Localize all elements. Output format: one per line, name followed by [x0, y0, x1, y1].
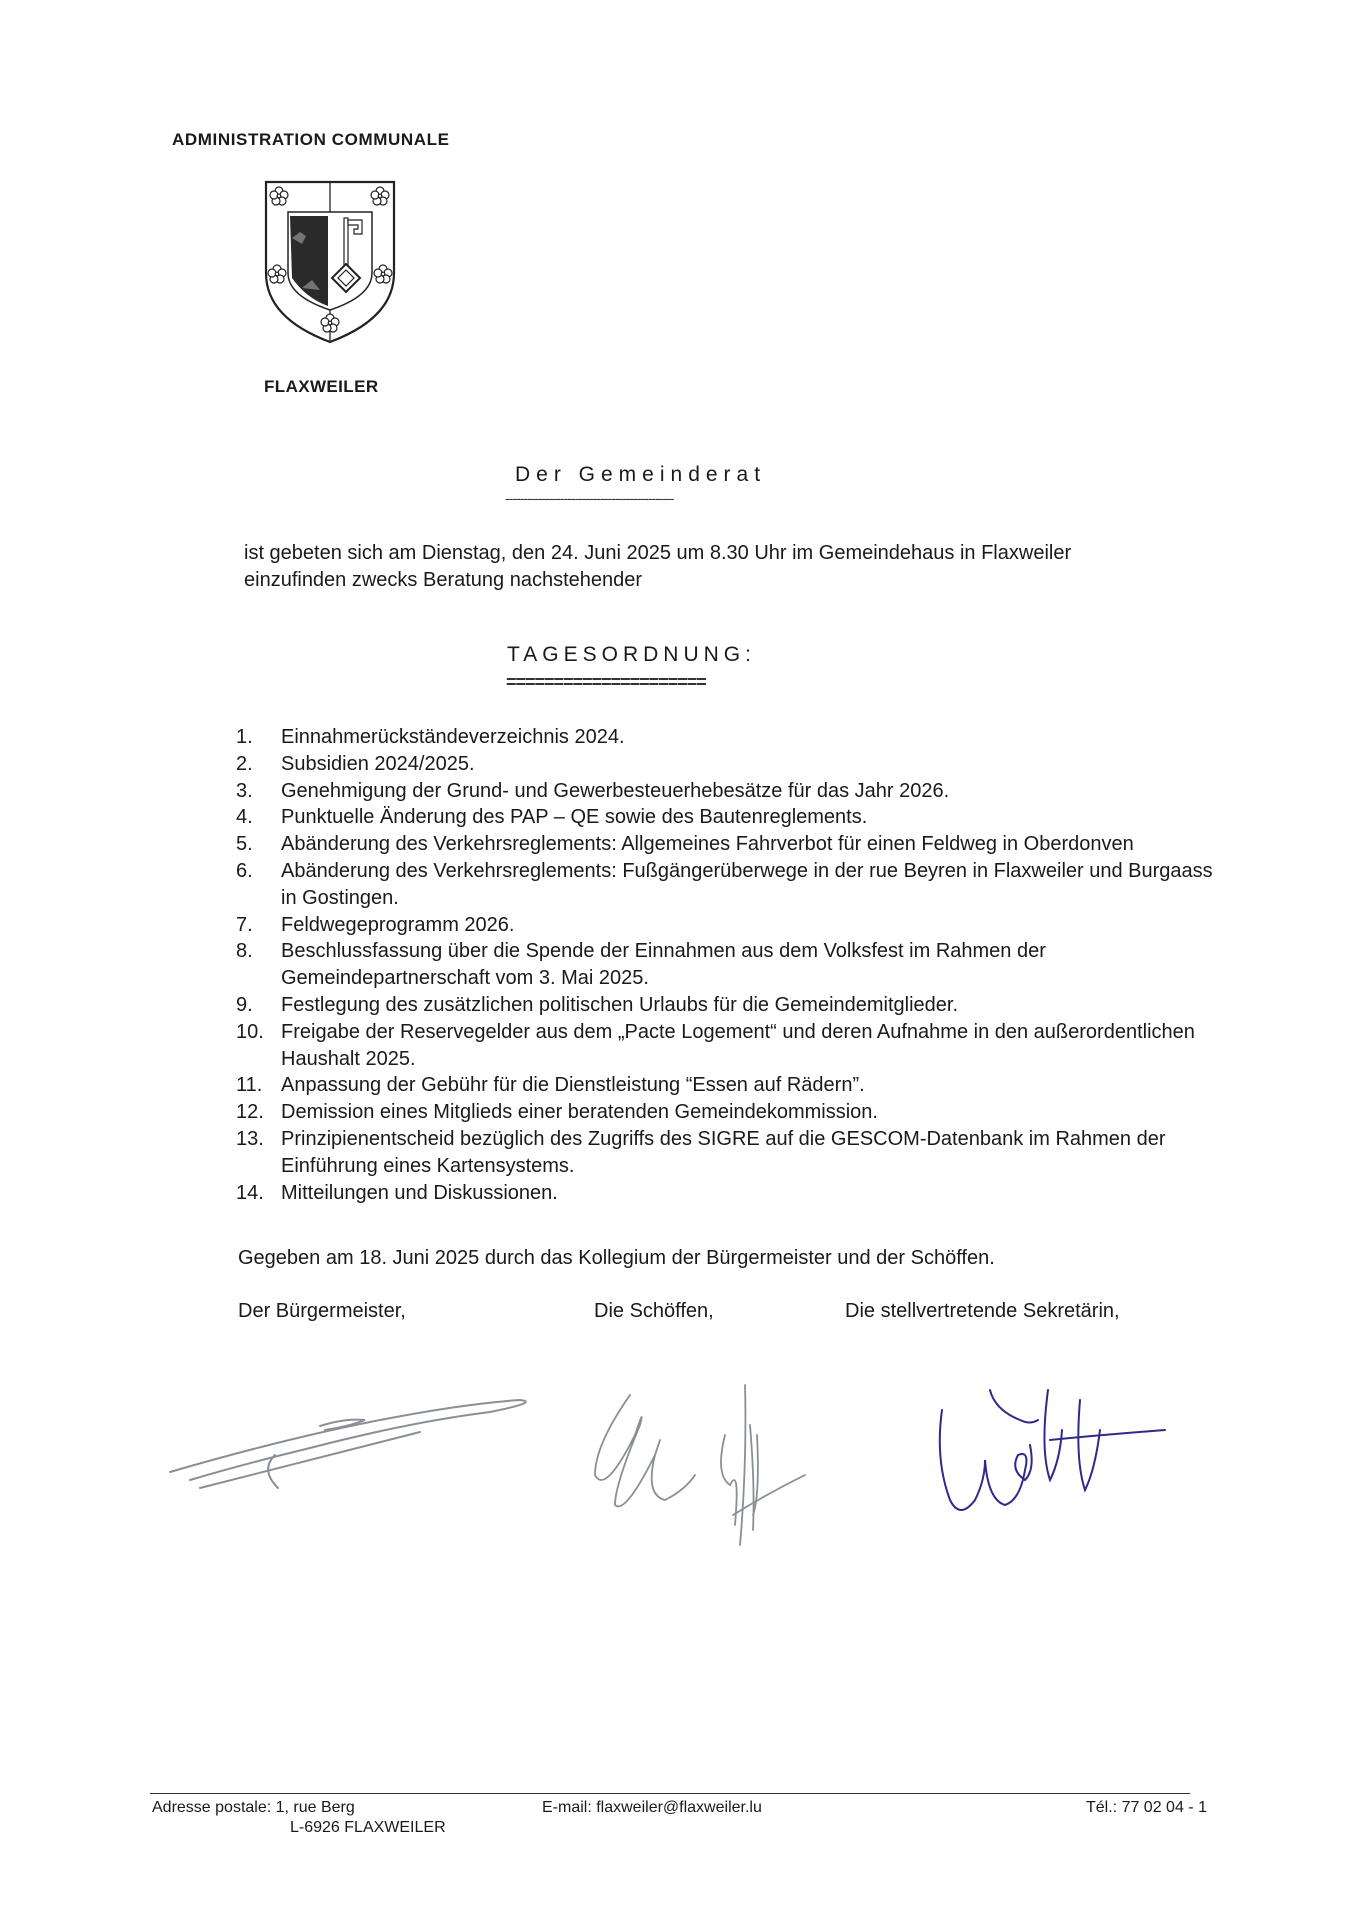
- organization-name: ADMINISTRATION COMMUNALE: [172, 130, 450, 149]
- agenda-item: [236, 751, 1216, 778]
- agenda-item-text: Abänderung des Verkehrsreglements: Allgemeines Fahrverbot für einen Feldweg in Oberdonven: [281, 833, 1134, 856]
- agenda-item: [236, 1072, 1216, 1099]
- agenda-item-text: Punktuelle Änderung des PAP – QE sowie des Bautenreglements.: [281, 806, 868, 829]
- addressee-underline: ----------------------------------------------: [505, 490, 674, 506]
- agenda-item-text: Feldwegeprogramm 2026.: [281, 913, 515, 936]
- agenda-item-text: Genehmigung der Grund- und Gewerbesteuerhebesätze für das Jahr 2026.: [281, 779, 950, 802]
- agenda-item-number: 3.: [236, 779, 253, 802]
- footer-address-line1: Adresse postale: 1, rue Berg: [152, 1799, 355, 1816]
- aldermen-signature: [585, 1365, 855, 1565]
- agenda-item-text: Demission eines Mitglieds einer beratenden Gemeindekommission.: [281, 1101, 878, 1124]
- agenda-item: [236, 804, 1216, 831]
- aldermen-label: Die Schöffen,: [594, 1300, 714, 1322]
- agenda-item-text: Prinzipienentscheid bezüglich des Zugriffs des SIGRE auf die GESCOM-Datenbank im Rahmen der Einführung eines Kartensystems.: [281, 1127, 1166, 1177]
- agenda-item-text: Abänderung des Verkehrsreglements: Fußgängerüberwege in der rue Beyren in Flaxweiler und Burgaass in Gostingen.: [281, 859, 1213, 909]
- agenda-item-number: 13.: [236, 1127, 264, 1150]
- addressee-title: Der Gemeinderat: [515, 463, 767, 486]
- agenda-item: [236, 938, 1216, 992]
- invitation-text: ist gebeten sich am Dienstag, den 24. Juni 2025 um 8.30 Uhr im Gemeindehaus in Flaxweiler einzufinden zwecks Beratung nachstehender: [244, 542, 1072, 591]
- agenda-item-number: 12.: [236, 1101, 264, 1124]
- agenda-item: [236, 1126, 1216, 1180]
- agenda-item-text: Freigabe der Reservegelder aus dem „Pacte Logement“ und deren Aufnahme in den außerordentlichen Haushalt 2025.: [281, 1020, 1195, 1070]
- agenda-item-number: 6.: [236, 859, 253, 882]
- town-name: FLAXWEILER: [264, 377, 379, 396]
- agenda-item-text: Anpassung der Gebühr für die Dienstleistung “Essen auf Rädern”.: [281, 1074, 865, 1097]
- mayor-signature: [160, 1360, 540, 1500]
- issued-statement: Gegeben am 18. Juni 2025 durch das Kollegium der Bürgermeister und der Schöffen.: [238, 1247, 995, 1269]
- agenda-item-text: Subsidien 2024/2025.: [281, 752, 475, 775]
- agenda-title: TAGESORDNUNG:: [507, 643, 756, 666]
- mayor-label: Der Bürgermeister,: [238, 1300, 406, 1322]
- secretary-signature: [930, 1370, 1170, 1540]
- agenda-item: [236, 992, 1216, 1019]
- footer-divider: [150, 1793, 1190, 1794]
- agenda-item: [236, 1180, 1216, 1207]
- agenda-item-number: 14.: [236, 1181, 264, 1204]
- agenda-item: [236, 1019, 1216, 1073]
- agenda-item-number: 11.: [236, 1074, 263, 1097]
- agenda-item-text: Beschlussfassung über die Spende der Einnahmen aus dem Volksfest im Rahmen der Gemeindepartnerschaft vom 3. Mai 2025.: [281, 940, 1046, 990]
- secretary-label: Die stellvertretende Sekretärin,: [845, 1300, 1120, 1322]
- agenda-item-number: 10.: [236, 1020, 264, 1043]
- footer-email[interactable]: E-mail: flaxweiler@flaxweiler.lu: [542, 1799, 762, 1816]
- agenda-item: [236, 724, 1216, 751]
- agenda-item-text: Mitteilungen und Diskussionen.: [281, 1181, 558, 1204]
- agenda-underline: =====================: [506, 672, 706, 692]
- agenda-item-number: 7.: [236, 913, 253, 936]
- agenda-item-number: 1.: [236, 726, 253, 748]
- agenda-item: [236, 831, 1216, 858]
- agenda-item: [236, 778, 1216, 805]
- coat-of-arms-icon: [262, 178, 398, 346]
- footer-address-line2: L-6926 FLAXWEILER: [290, 1819, 446, 1836]
- agenda-item-number: 2.: [236, 752, 253, 775]
- agenda-item-text: Festlegung des zusätzlichen politischen Urlaubs für die Gemeindemitglieder.: [281, 993, 959, 1016]
- agenda-item-number: 8.: [236, 940, 253, 963]
- agenda-item-number: 5.: [236, 833, 253, 856]
- agenda-item: [236, 858, 1216, 912]
- agenda-item: [236, 912, 1216, 939]
- agenda-item-number: 4.: [236, 806, 253, 829]
- agenda-item-number: 9.: [236, 993, 253, 1016]
- agenda-item: [236, 1099, 1216, 1126]
- agenda-list: [236, 724, 1216, 1206]
- agenda-item-text: Einnahmerückständeverzeichnis 2024.: [281, 726, 625, 748]
- footer-phone: Tél.: 77 02 04 - 1: [1086, 1799, 1207, 1816]
